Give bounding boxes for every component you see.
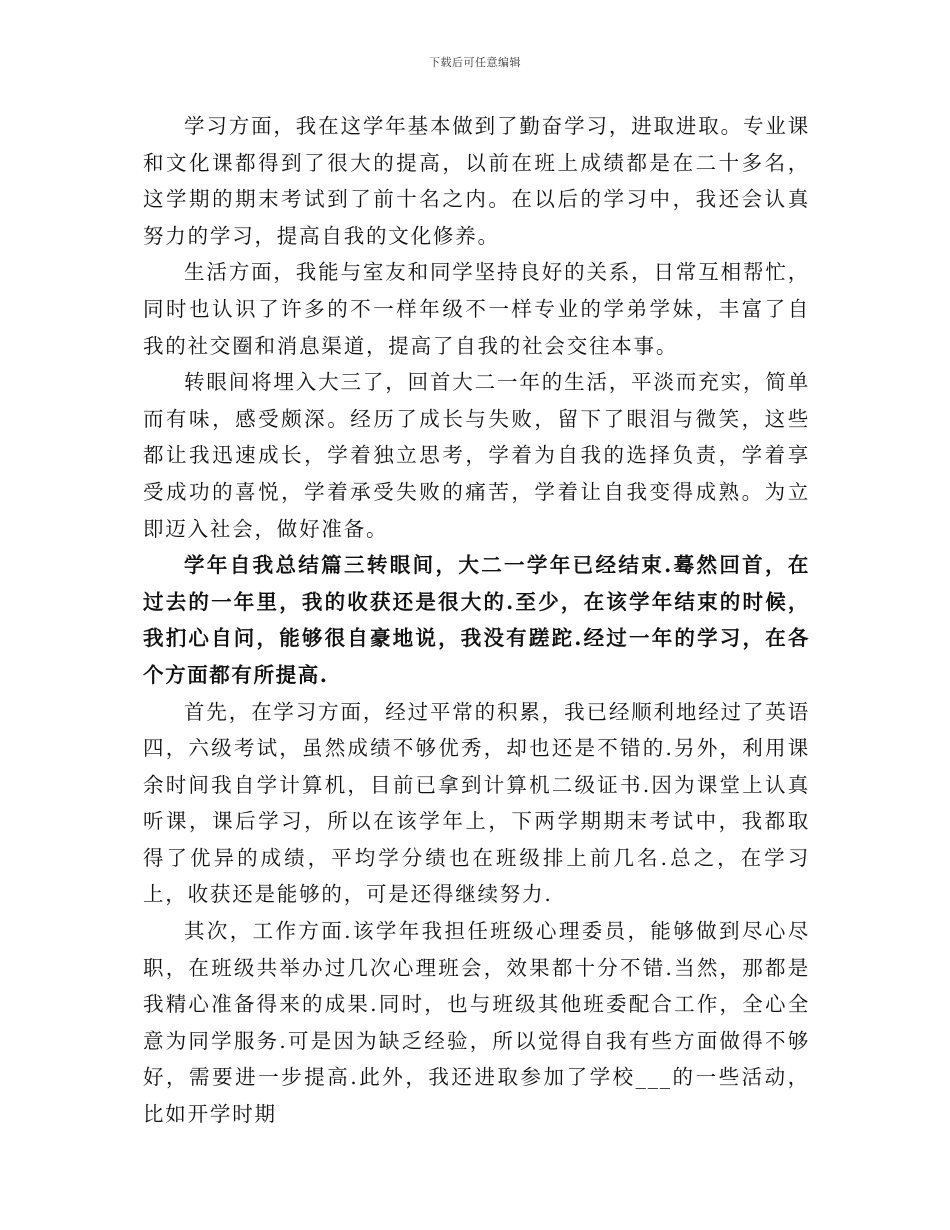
paragraph-second-work: 其次，工作方面.该学年我担任班级心理委员，能够做到尽心尽职，在班级共举办过几次心理班会，效果都十分不错.当然，那都是我精心准备得来的成果.同时，也与班级其他班委配合工作，全心全意为同学服务.可是因为缺乏经验，所以觉得自我有些方面做得不够好，需要进一步提高.此外，我还进取参加了学校___的一些活动，比如开学时期: [143, 919, 810, 1127]
paragraph-reflection: 转眼间将埋入大三了，回首大二一年的生活，平淡而充实，简单而有味，感受颇深。经历了成长与失败，留下了眼泪与微笑，这些都让我迅速成长，学着独立思考，学着为自我的选择负责，学着享受成功的喜悦，学着承受失败的痛苦，学着让自我变得成熟。为立即迈入社会，做好准备。: [143, 370, 810, 541]
paragraph-summary-heading: 学年自我总结篇三转眼间，大二一学年已经结束.蓦然回首，在过去的一年里，我的收获还是很大的.至少，在该学年结束的时候，我扪心自问，能够很自豪地说，我没有蹉跎.经过一年的学习，在各个方面都有所提高.: [143, 553, 810, 687]
paragraph-life: 生活方面，我能与室友和同学坚持良好的关系，日常互相帮忙，同时也认识了许多的不一样年级不一样专业的学弟学妹，丰富了自我的社交圈和消息渠道，提高了自我的社会交往本事。: [143, 260, 810, 358]
paragraph-study: 学习方面，我在这学年基本做到了勤奋学习，进取进取。专业课和文化课都得到了很大的提高，以前在班上成绩都是在二十多名，这学期的期末考试到了前十名之内。在以后的学习中，我还会认真努力的学习，提高自我的文化修养。: [143, 114, 810, 248]
paragraph-first-study: 首先，在学习方面，经过平常的积累，我已经顺利地经过了英语四，六级考试，虽然成绩不够优秀，却也还是不错的.另外，利用课余时间我自学计算机，目前已拿到计算机二级证书.因为课堂上认真听课，课后学习，所以在该学年上，下两学期期末考试中，我都取得了优异的成绩，平均学分绩也在班级排上前几名.总之，在学习上，收获还是能够的，可是还得继续努力.: [143, 699, 810, 907]
document-body: [143, 108, 810, 1133]
page-header: 下载后可任意编辑: [429, 56, 521, 69]
